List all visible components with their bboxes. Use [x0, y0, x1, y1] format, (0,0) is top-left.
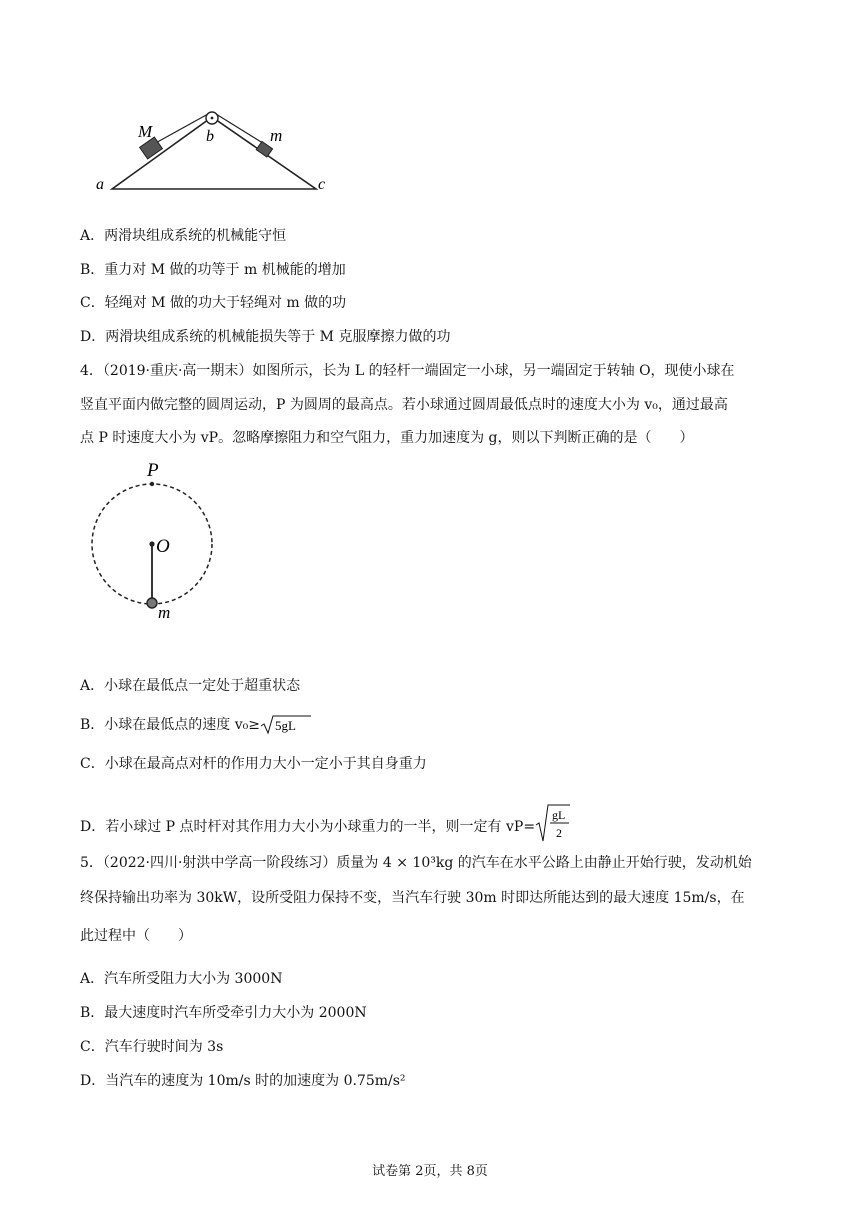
label-P: P [147, 460, 159, 481]
q5-option-a: A．汽车所受阻力大小为 3000N [80, 971, 283, 987]
page-footer: 试卷第 2页，共 8页 [372, 1164, 488, 1179]
q4-option-d-text: D．若小球过 P 点时杆对其作用力大小为小球重力的一半，则一定有 vP= [80, 819, 536, 835]
fraction-numerator: gL [552, 808, 566, 822]
label-c: c [318, 176, 326, 193]
label-b: b [206, 128, 214, 145]
q4-stem-line-2: 竖直平面内做完整的圆周运动，P 为圆周的最高点。若小球通过圆周最低点时的速度大小为 v₀，通过最高 [80, 397, 728, 413]
incline-pulley-figure [90, 105, 340, 200]
q3-option-a: A．两滑块组成系统的机械能守恒 [80, 228, 287, 244]
label-O: O [156, 536, 170, 557]
fraction-denominator: 2 [556, 826, 563, 840]
q3-option-c: C．轻绳对 M 做的功大于轻绳对 m 做的功 [80, 295, 347, 311]
q3-option-d: D．两滑块组成系统的机械能损失等于 M 克服摩擦力做的功 [80, 329, 451, 345]
q5-option-d: D．当汽车的速度为 10m/s 时的加速度为 0.75m/s² [80, 1073, 406, 1089]
sqrt-gL-over-2 [535, 803, 571, 849]
q5-option-c: C．汽车行驶时间为 3s [80, 1039, 224, 1055]
label-M: M [138, 122, 153, 141]
q5-stem-line-1: 5．（2022·四川·射洪中学高一阶段练习）质量为 4 × 10³kg 的汽车在水平公路上由静止开始行驶，发动机始 [80, 855, 752, 871]
q4-option-b-text: B．小球在最低点的速度 v₀≥ [80, 717, 260, 733]
q3-option-b: B．重力对 M 做的功等于 m 机械能的增加 [80, 262, 346, 278]
label-m-ball: m [158, 603, 171, 622]
q4-option-b [80, 714, 312, 736]
q5-stem-line-3: 此过程中（ ） [80, 928, 192, 944]
circular-motion-figure [85, 458, 225, 623]
ball-m [147, 598, 157, 608]
q4-option-d [80, 803, 571, 849]
sqrt-5gL-radicand: 5gL [275, 718, 296, 733]
q4-stem-line-3: 点 P 时速度大小为 vP。忽略摩擦阻力和空气阻力，重力加速度为 g，则以下判断正确的是（ ） [80, 430, 694, 446]
label-m: m [270, 126, 283, 145]
q5-option-b: B．最大速度时汽车所受牵引力大小为 2000N [80, 1005, 367, 1021]
q4-option-a: A．小球在最低点一定处于超重状态 [80, 678, 301, 694]
rope-right [216, 114, 266, 145]
q4-option-c: C．小球在最高点对杆的作用力大小一定小于其自身重力 [80, 756, 427, 772]
label-a: a [96, 176, 104, 193]
sqrt-5gL [260, 714, 312, 736]
point-P [150, 482, 154, 486]
q5-stem-line-2: 终保持输出功率为 30kW，设所受阻力保持不变，当汽车行驶 30m 时即达所能达到的最大速度 15m/s，在 [80, 890, 745, 906]
pulley-axle [211, 117, 214, 120]
q4-stem-line-1: 4．（2019·重庆·高一期末）如图所示，长为 L 的轻杆一端固定一小球，另一端固定于转轴 O，现使小球在 [80, 363, 735, 379]
